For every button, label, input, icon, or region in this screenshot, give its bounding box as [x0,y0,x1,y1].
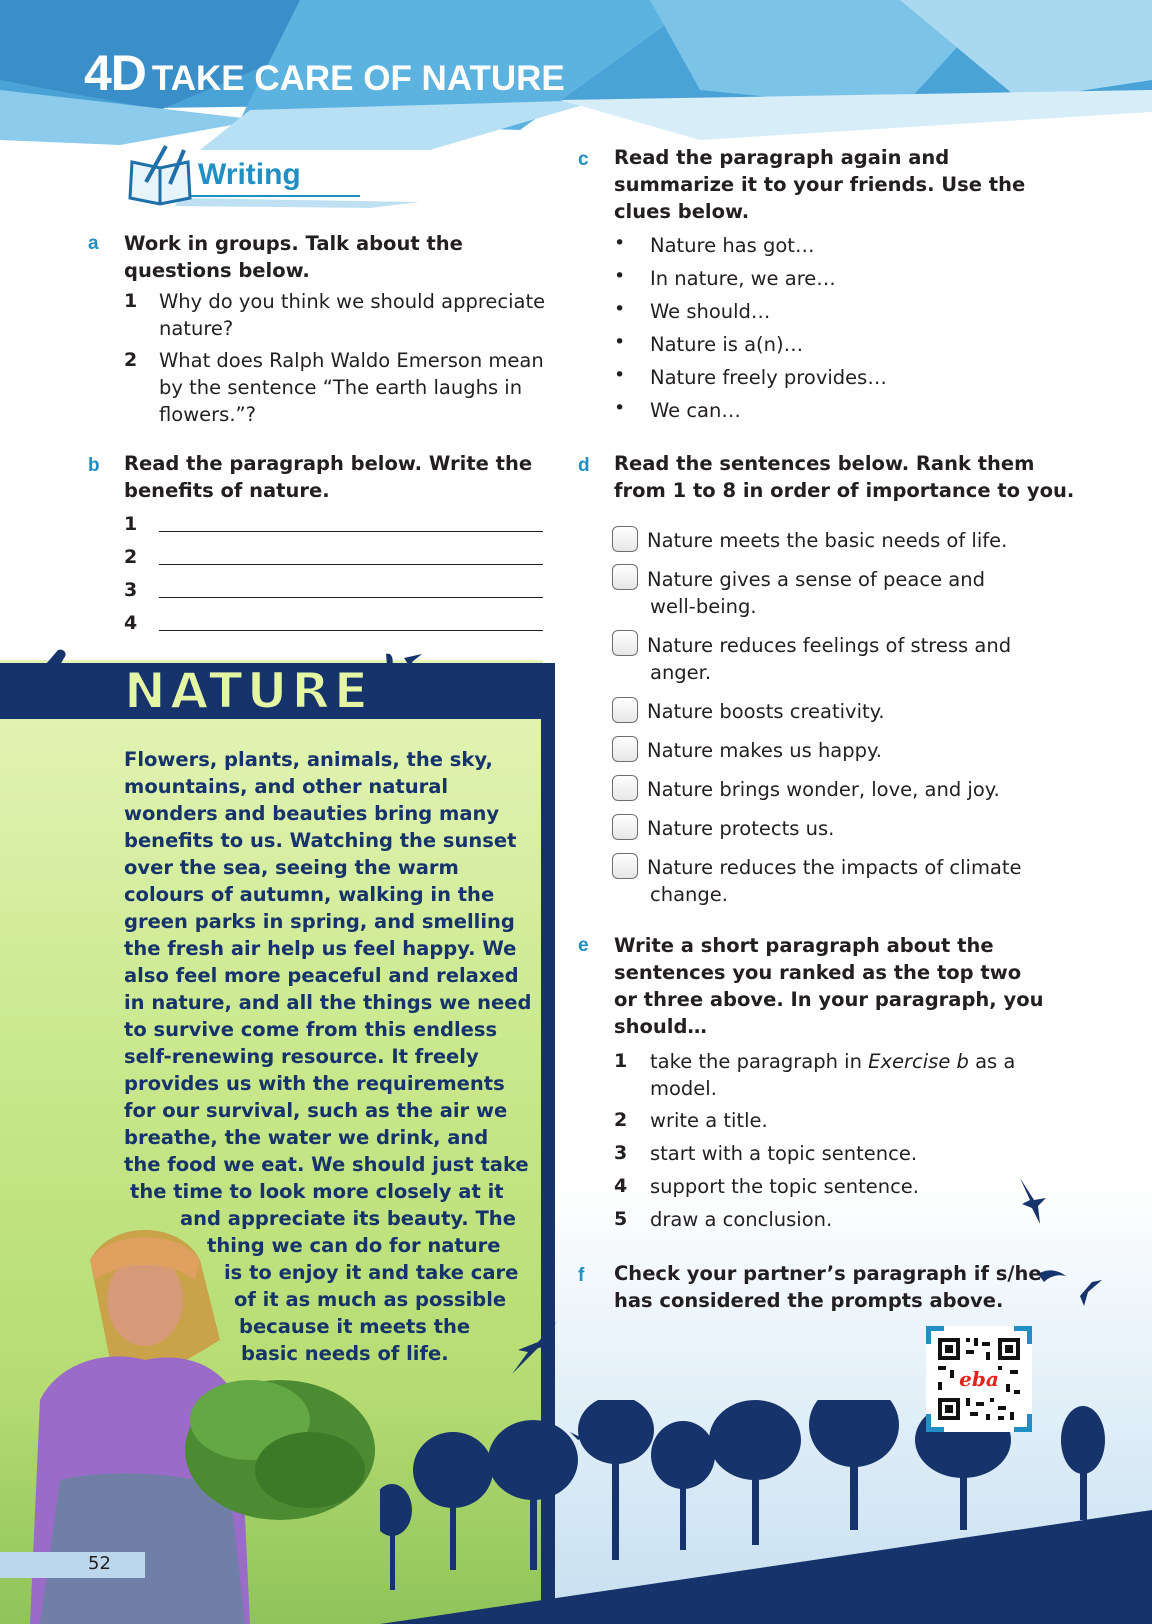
rank-box-4[interactable] [612,697,638,723]
trees-silhouette [380,1400,1152,1624]
page-number: 52 [88,1553,111,1574]
question-number: 1 [124,290,138,312]
bullet: • [614,331,626,353]
rank-item-line: Nature gives a sense of peace and [647,568,985,591]
bird-icon [1016,1176,1054,1226]
paragraph-line: self-renewing resource. It freely [124,1045,479,1068]
instruction-line: should… [614,1015,707,1038]
exercise-c-instruction [614,144,1025,225]
rank-item-6 [647,776,1000,803]
bird-icon [1036,1262,1106,1308]
instruction-line: Write a short paragraph about the [614,934,994,957]
bullet: • [614,364,626,386]
paragraph-line: wonders and beauties bring many [124,802,500,825]
paragraph-line: Flowers, plants, animals, the sky, [124,748,493,771]
unit-name: TAKE CARE OF NATURE [151,59,565,98]
question-number: 2 [124,349,138,371]
instruction-line: clues below. [614,200,750,223]
step-text: take the paragraph in [650,1050,869,1073]
blank-number: 3 [124,579,138,601]
step-text: model. [650,1077,717,1100]
rank-item-line: Nature reduces feelings of stress and [647,634,1012,657]
bird-icon [508,1318,564,1378]
bird-icon [18,642,70,700]
rank-item-5 [647,737,882,764]
answer-line-2[interactable] [159,564,543,565]
instruction-line: summarize it to your friends. Use the [614,173,1026,196]
blank-number: 4 [124,612,138,634]
paragraph-line: provides us with the requirements [124,1072,505,1095]
rank-box-2[interactable] [612,564,638,590]
step-number: 3 [614,1142,628,1164]
paragraph-line: for our survival, such as the air we [124,1099,508,1122]
exercise-b-letter: b [88,455,100,476]
answer-line-4[interactable] [159,630,543,631]
rank-item-line: anger. [650,661,712,684]
bird-icon [568,1428,592,1442]
instruction-line: Check your partner’s paragraph if s/he [614,1262,1042,1285]
rank-box-1[interactable] [612,526,638,552]
question-line: Why do you think we should appreciate [159,290,546,313]
rank-item-8 [647,854,1022,908]
step-emphasis: Exercise b [868,1050,969,1073]
rank-item-line: change. [650,883,728,906]
step-1 [650,1048,1015,1102]
instruction-line: questions below. [124,259,310,282]
paragraph-line: the fresh air help us feel happy. We [124,937,517,960]
rank-item-line: Nature brings wonder, love, and joy. [647,778,1000,801]
rank-item-line: Nature boosts creativity. [647,700,885,723]
rank-item-7 [647,815,834,842]
question-line: by the sentence “The earth laughs in [159,376,523,399]
bullet: • [614,298,626,320]
answer-line-1[interactable] [159,531,543,532]
paragraph-line: basic needs of life. [241,1342,449,1365]
qr-label: eba [959,1367,999,1391]
step-number: 4 [614,1175,628,1197]
clue-item: Nature freely provides… [650,366,887,389]
rank-box-6[interactable] [612,775,638,801]
rank-box-7[interactable] [612,814,638,840]
exercise-e-instruction [614,932,1044,1040]
instruction-line: has considered the prompts above. [614,1289,1004,1312]
step-number: 1 [614,1050,628,1072]
bullet: • [614,397,626,419]
paragraph-line: of it as much as possible [234,1288,507,1311]
question-line: flowers.”? [159,403,256,426]
question-1 [159,288,545,342]
instruction-line: or three above. In your paragraph, you [614,988,1044,1011]
bullet: • [614,232,626,254]
paragraph-line: to survive come from this endless [124,1018,498,1041]
rank-item-1 [647,527,1007,554]
paragraph-line: and appreciate its beauty. The [180,1207,516,1230]
unit-number: 4D [84,45,146,101]
exercise-f-instruction [614,1260,1042,1314]
rank-box-3[interactable] [612,630,638,656]
rank-item-3 [647,632,1011,686]
section-label: Writing [198,158,301,191]
step-4: support the topic sentence. [650,1175,919,1198]
nature-title: NATURE [124,662,373,720]
paragraph-line: colours of autumn, walking in the [124,883,495,906]
exercise-d-letter: d [578,455,590,476]
rank-box-5[interactable] [612,736,638,762]
clue-item: Nature is a(n)… [650,333,804,356]
paragraph-line: is to enjoy it and take care [224,1261,519,1284]
instruction-line: Read the sentences below. Rank them [614,452,1035,475]
step-number: 5 [614,1208,628,1230]
step-number: 2 [614,1109,628,1131]
exercise-a-letter: a [88,233,99,254]
question-2 [159,347,544,428]
qr-code[interactable] [926,1326,1032,1432]
step-text: as a [968,1050,1016,1073]
paragraph-line: the food we eat. We should just take [124,1153,529,1176]
bird-icon [378,648,426,692]
clue-item: We can… [650,399,741,422]
paragraph-line: benefits to us. Watching the sunset [124,829,517,852]
rank-item-line: Nature meets the basic needs of life. [647,529,1008,552]
page-number-tab [0,1552,145,1578]
clue-item: In nature, we are… [650,267,836,290]
paragraph-line: breathe, the water we drink, and [124,1126,489,1149]
rank-item-line: Nature protects us. [647,817,835,840]
bullet: • [614,265,626,287]
exercise-e-letter: e [578,935,589,956]
instruction-line: from 1 to 8 in order of importance to you. [614,479,1075,502]
rank-item-2 [647,566,985,620]
exercise-c-letter: c [578,149,589,170]
clue-item: We should… [650,300,771,323]
instruction-line: benefits of nature. [124,479,330,502]
step-3: start with a topic sentence. [650,1142,918,1165]
answer-line-3[interactable] [159,597,543,598]
rank-item-4 [647,698,885,725]
paragraph-line: mountains, and other natural [124,775,449,798]
exercise-b-instruction [124,450,532,504]
blank-number: 1 [124,513,138,535]
question-line: nature? [159,317,234,340]
blank-number: 2 [124,546,138,568]
rank-box-8[interactable] [612,853,638,879]
paragraph-line: because it meets the [239,1315,471,1338]
instruction-line: Read the paragraph below. Write the [124,452,533,475]
book-pen-icon [126,142,198,208]
clue-item: Nature has got… [650,234,815,257]
rank-item-line: Nature makes us happy. [647,739,882,762]
paragraph-line: green parks in spring, and smelling [124,910,515,933]
paragraph-line: also feel more peaceful and relaxed [124,964,519,987]
unit-title [84,44,565,102]
step-2: write a title. [650,1109,768,1132]
exercise-a-instruction [124,230,463,284]
instruction-line: Work in groups. Talk about the [124,232,463,255]
question-line: What does Ralph Waldo Emerson mean [159,349,544,372]
instruction-line: sentences you ranked as the top two [614,961,1022,984]
paragraph-line: over the sea, seeing the warm [124,856,459,879]
paragraph-line: thing we can do for nature [207,1234,501,1257]
instruction-line: Read the paragraph again and [614,146,950,169]
paragraph-line: the time to look more closely at it [130,1180,504,1203]
step-5: draw a conclusion. [650,1208,833,1231]
paragraph-line: in nature, and all the things we need [124,991,532,1014]
rank-item-line: Nature reduces the impacts of climate [647,856,1022,879]
exercise-d-instruction [614,450,1074,504]
exercise-f-letter: f [578,1265,585,1286]
rank-item-line: well-being. [650,595,757,618]
